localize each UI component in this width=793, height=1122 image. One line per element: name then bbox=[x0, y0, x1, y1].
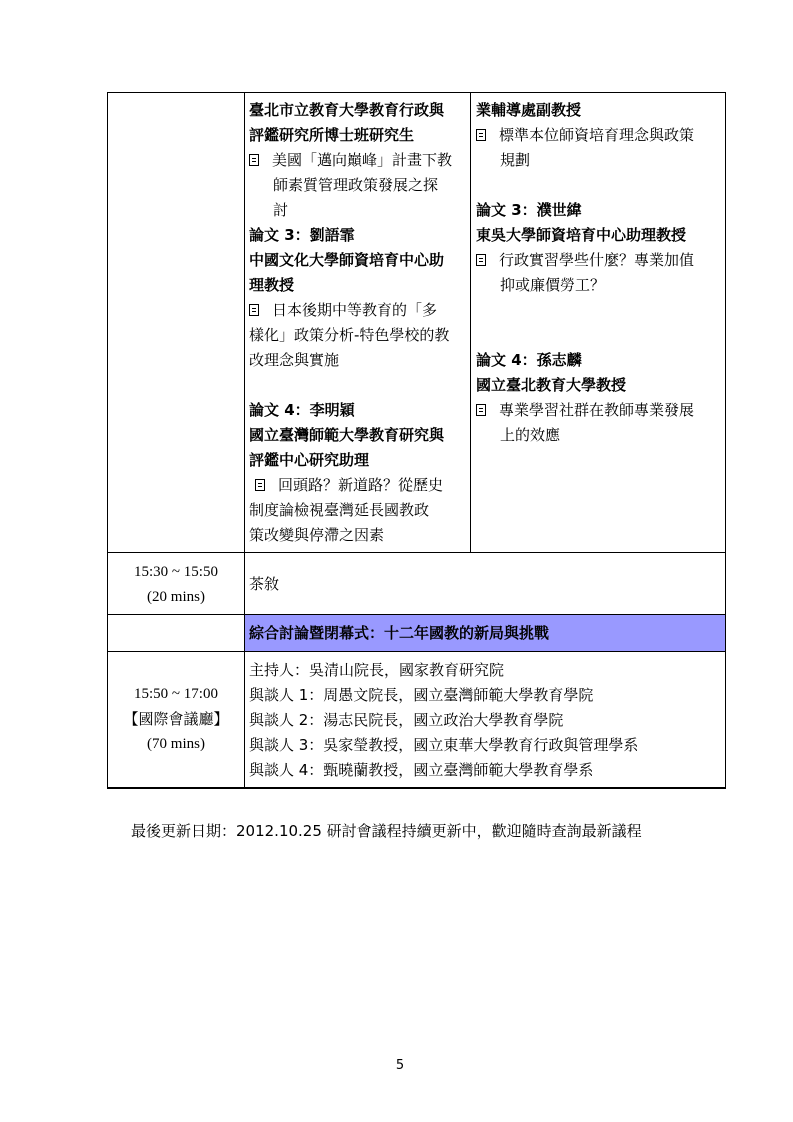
document-icon bbox=[249, 304, 259, 316]
document-icon bbox=[476, 254, 486, 266]
paper-author-org: 國立臺北教育大學教授 bbox=[476, 376, 627, 394]
panelist-line: 與談人 1：周愚文院長，國立臺灣師範大學教育學院 bbox=[249, 686, 594, 704]
moderator-line: 主持人：吳清山院長，國家教育研究院 bbox=[249, 661, 505, 679]
panelist-line: 與談人 4：甄曉蘭教授，國立臺灣師範大學教育學系 bbox=[249, 761, 594, 779]
break-duration: (20 mins) bbox=[147, 589, 205, 605]
table-right-border bbox=[725, 92, 726, 789]
paper-topic-cont: 規劃 bbox=[500, 151, 531, 169]
paper-title: 論文 4：李明穎 bbox=[249, 401, 355, 419]
column-divider bbox=[470, 92, 471, 553]
document-icon bbox=[476, 129, 486, 141]
paper-topic: 標準本位師資培育理念與政策 bbox=[476, 123, 694, 148]
paper-topic-cont: 樣化」政策分析-特色學校的教 bbox=[249, 326, 450, 344]
paper-topic-cont: 上的效應 bbox=[500, 426, 561, 444]
row-divider bbox=[107, 651, 726, 652]
paper-author-org: 中國文化大學師資培育中心助 bbox=[249, 251, 445, 269]
closing-session-title: 綜合討論暨閉幕式：十二年國教的新局與挑戰 bbox=[249, 624, 550, 642]
affiliation-line: 業輔導處副教授 bbox=[476, 101, 582, 119]
table-top-border bbox=[107, 92, 726, 93]
paper-author-org: 理教授 bbox=[249, 276, 295, 294]
affiliation-line: 評鑑研究所博士班研究生 bbox=[249, 126, 415, 144]
closing-duration: (70 mins) bbox=[147, 736, 205, 752]
paper-title: 論文 3：濮世緯 bbox=[476, 201, 582, 219]
row-divider bbox=[107, 552, 726, 553]
paper-topic: 行政實習學些什麼？專業加值 bbox=[476, 248, 694, 273]
panelist-line: 與談人 2：湯志民院長，國立政治大學教育學院 bbox=[249, 711, 564, 729]
paper-title: 論文 4：孫志麟 bbox=[476, 351, 582, 369]
page-number: 5 bbox=[395, 1058, 405, 1073]
closing-venue: 【國際會議廳】 bbox=[123, 710, 229, 728]
document-icon bbox=[255, 479, 265, 491]
break-time: 15:30 ~ 15:50 bbox=[134, 564, 218, 580]
paper-topic: 日本後期中等教育的「多 bbox=[249, 298, 437, 323]
paper-topic-cont: 討 bbox=[273, 201, 289, 219]
paper-topic: 專業學習社群在教師專業發展 bbox=[476, 398, 694, 423]
paper-author-org: 國立臺灣師範大學教育研究與 bbox=[249, 426, 445, 444]
paper-author-org: 東吳大學師資培育中心助理教授 bbox=[476, 226, 687, 244]
document-icon bbox=[249, 154, 259, 166]
paper-author-org: 評鑑中心研究助理 bbox=[249, 451, 370, 469]
row-divider bbox=[107, 614, 726, 615]
panelist-line: 與談人 3：吳家瑩教授，國立東華大學教育行政與管理學系 bbox=[249, 736, 639, 754]
paper-topic-cont: 制度論檢視臺灣延長國教政 bbox=[249, 501, 430, 519]
paper-topic: 回頭路？新道路？從歷史 bbox=[255, 473, 443, 498]
paper-topic: 美國「邁向巔峰」計畫下教 bbox=[249, 148, 452, 173]
last-updated-note: 最後更新日期：2012.10.25 研討會議程持續更新中，歡迎隨時查詢最新議程 bbox=[131, 822, 642, 840]
paper-title: 論文 3：劉語霏 bbox=[249, 226, 355, 244]
closing-time: 15:50 ~ 17:00 bbox=[134, 686, 218, 702]
affiliation-line: 臺北市立教育大學教育行政與 bbox=[249, 101, 445, 119]
column-divider bbox=[244, 92, 245, 789]
paper-topic-cont: 改理念與實施 bbox=[249, 351, 340, 369]
paper-topic-cont: 師素質管理政策發展之探 bbox=[273, 176, 439, 194]
paper-topic-cont: 策改變與停滯之因素 bbox=[249, 526, 385, 544]
paper-topic-cont: 抑或廉價勞工？ bbox=[500, 276, 606, 294]
table-bottom-border bbox=[107, 787, 726, 789]
document-icon bbox=[476, 404, 486, 416]
break-label: 茶敘 bbox=[249, 575, 280, 593]
